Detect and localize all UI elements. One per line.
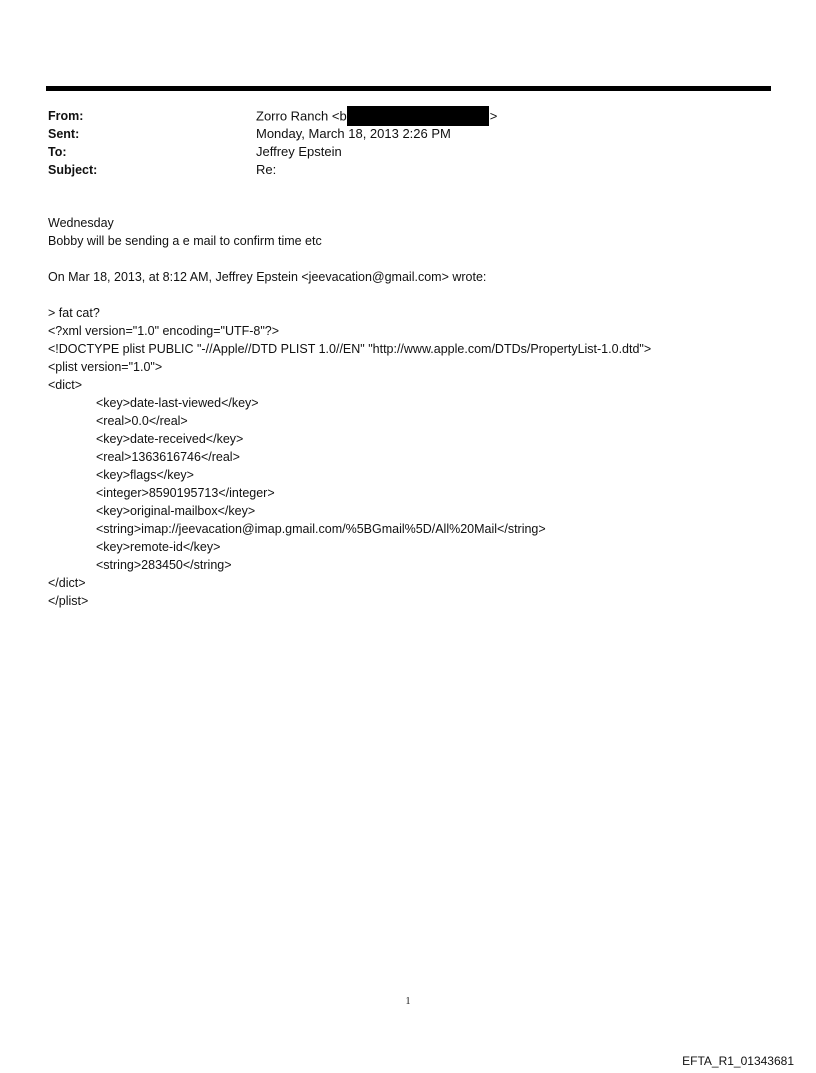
body-line: Wednesday <box>48 216 114 230</box>
sent-label: Sent: <box>48 127 80 141</box>
xml-dict-line: <key>original-mailbox</key> <box>96 504 256 518</box>
xml-dict-line: <key>date-received</key> <box>96 432 244 446</box>
xml-dict-line: <real>1363616746</real> <box>96 450 240 464</box>
from-label: From: <box>48 109 84 123</box>
xml-line: </plist> <box>48 594 89 608</box>
header-rule <box>46 86 771 91</box>
subject-value: Re: <box>256 162 277 177</box>
from-value-suffix: > <box>489 108 498 124</box>
xml-line: <dict> <box>48 378 83 392</box>
xml-dict-line: <string>283450</string> <box>96 558 232 572</box>
xml-dict-line: <key>remote-id</key> <box>96 540 221 554</box>
xml-dict-line: <string>imap://jeevacation@imap.gmail.com/%5BGmail%5D/All%20Mail</string> <box>96 522 546 536</box>
xml-dict-line: <real>0.0</real> <box>96 414 188 428</box>
xml-line: <plist version="1.0"> <box>48 360 163 374</box>
redaction-box <box>347 106 489 126</box>
from-value-prefix: Zorro Ranch < <box>256 108 340 124</box>
page-number: 1 <box>405 996 411 1007</box>
subject-label: Subject: <box>48 163 98 177</box>
xml-dict-line: <integer>8590195713</integer> <box>96 486 275 500</box>
xml-line: </dict> <box>48 576 86 590</box>
from-value-partial: b <box>339 108 347 124</box>
xml-dict-line: <key>flags</key> <box>96 468 194 482</box>
xml-dict-line: <key>date-last-viewed</key> <box>96 396 259 410</box>
xml-line: <?xml version="1.0" encoding="UTF-8"?> <box>48 324 280 338</box>
quote-attribution: On Mar 18, 2013, at 8:12 AM, Jeffrey Epstein <jeevacation@gmail.com> wrote: <box>48 270 487 284</box>
body-line: Bobby will be sending a e mail to confirm time etc <box>48 234 322 248</box>
from-value <box>256 107 497 127</box>
to-label: To: <box>48 145 67 159</box>
to-value: Jeffrey Epstein <box>256 144 342 159</box>
quoted-line: > fat cat? <box>48 306 100 320</box>
bates-number: EFTA_R1_01343681 <box>682 1054 794 1068</box>
xml-line: <!DOCTYPE plist PUBLIC "-//Apple//DTD PLIST 1.0//EN" "http://www.apple.com/DTDs/PropertyList-1.0.dtd"> <box>48 342 652 356</box>
sent-value: Monday, March 18, 2013 2:26 PM <box>256 126 451 141</box>
